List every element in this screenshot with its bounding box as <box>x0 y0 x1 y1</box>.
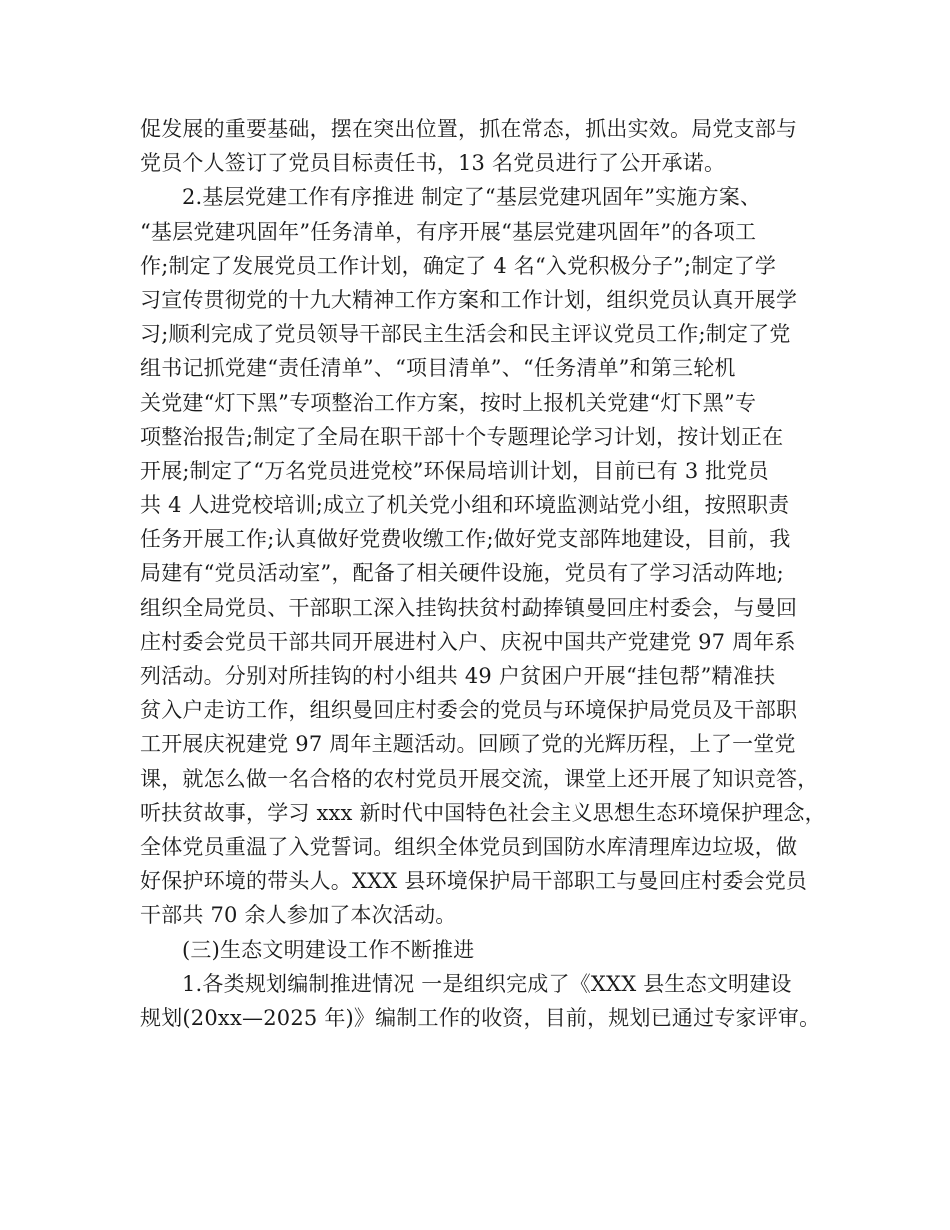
text-line: 项整治报告;制定了全局在职干部十个专题理论学习计划，按计划正在 <box>140 424 784 449</box>
text-line: 庄村委会党员干部共同开展进村入户、庆祝中国共产党建党 97 周年系 <box>140 629 796 654</box>
text-line: 干部共 70 余人参加了本次活动。 <box>140 903 457 928</box>
text-line: 组织全局党员、干部职工深入挂钩扶贫村勐捧镇曼回庄村委会，与曼回 <box>140 595 798 620</box>
document-body <box>140 112 830 1035</box>
text-line: 任务开展工作;认真做好党费收缴工作;做好党支部阵地建设，目前，我 <box>140 527 791 552</box>
text-line: 习宣传贯彻党的十九大精神工作方案和工作计划，组织党员认真开展学 <box>140 287 798 312</box>
text-line: 工开展庆祝建党 97 周年主题活动。回顾了党的光辉历程，上了一堂党 <box>140 732 796 757</box>
text-line: 2.基层党建工作有序推进 制定了“基层党建巩固年”实施方案、 <box>182 185 762 210</box>
text-line: 作;制定了发展党员工作计划，确定了 4 名“入党积极分子”;制定了学 <box>140 253 777 278</box>
text-line: 党员个人签订了党员目标责任书，13 名党员进行了公开承诺。 <box>140 151 726 176</box>
text-line: 开展;制定了“万名党员进党校”环保局培训计划，目前已有 3 批党员 <box>140 458 769 483</box>
text-line: 听扶贫故事，学习 xxx 新时代中国特色社会主义思想生态环境保护理念， <box>140 800 826 825</box>
text-line: 好保护环境的带头人。XXX 县环境保护局干部职工与曼回庄村委会党员 <box>140 869 808 894</box>
text-line: 组书记抓党建“责任清单”、“项目清单”、“任务清单”和第三轮机 <box>140 356 736 381</box>
text-line: 关党建“灯下黑”专项整治工作方案，按时上报机关党建“灯下黑”专 <box>140 390 757 415</box>
text-line: 全体党员重温了入党誓词。组织全体党员到国防水库清理库边垃圾，做 <box>140 834 798 859</box>
text-line: “基层党建巩固年”任务清单，有序开展“基层党建巩固年”的各项工 <box>140 219 757 244</box>
text-line: 列活动。分别对所挂钩的村小组共 49 户贫困户开展“挂包帮”精准扶 <box>140 664 776 688</box>
text-line: 贫入户走访工作，组织曼回庄村委会的党员与环境保护局党员及干部职 <box>140 698 798 723</box>
text-line: 课，就怎么做一名合格的农村党员开展交流，课堂上还开展了知识竞答， <box>140 766 819 791</box>
text-line: 规划(20xx—2025 年)》编制工作的收资，目前，规划已通过专家评审。 <box>140 1005 821 1030</box>
text-line: 共 4 人进党校培训;成立了机关党小组和环境监测站党小组，按照职责 <box>140 493 790 518</box>
text-line: 习;顺利完成了党员领导干部民主生活会和民主评议党员工作;制定了党 <box>140 322 791 347</box>
text-line: 局建有“党员活动室”，配备了相关硬件设施，党员有了学习活动阵地; <box>140 561 784 586</box>
text-line: (三)生态文明建设工作不断推进 <box>182 937 475 962</box>
text-line: 促发展的重要基础，摆在突出位置，抓在常态，抓出实效。局党支部与 <box>140 117 798 141</box>
text-line: 1.各类规划编制推进情况 一是组织完成了《XXX 县生态文明建设 <box>182 971 792 996</box>
